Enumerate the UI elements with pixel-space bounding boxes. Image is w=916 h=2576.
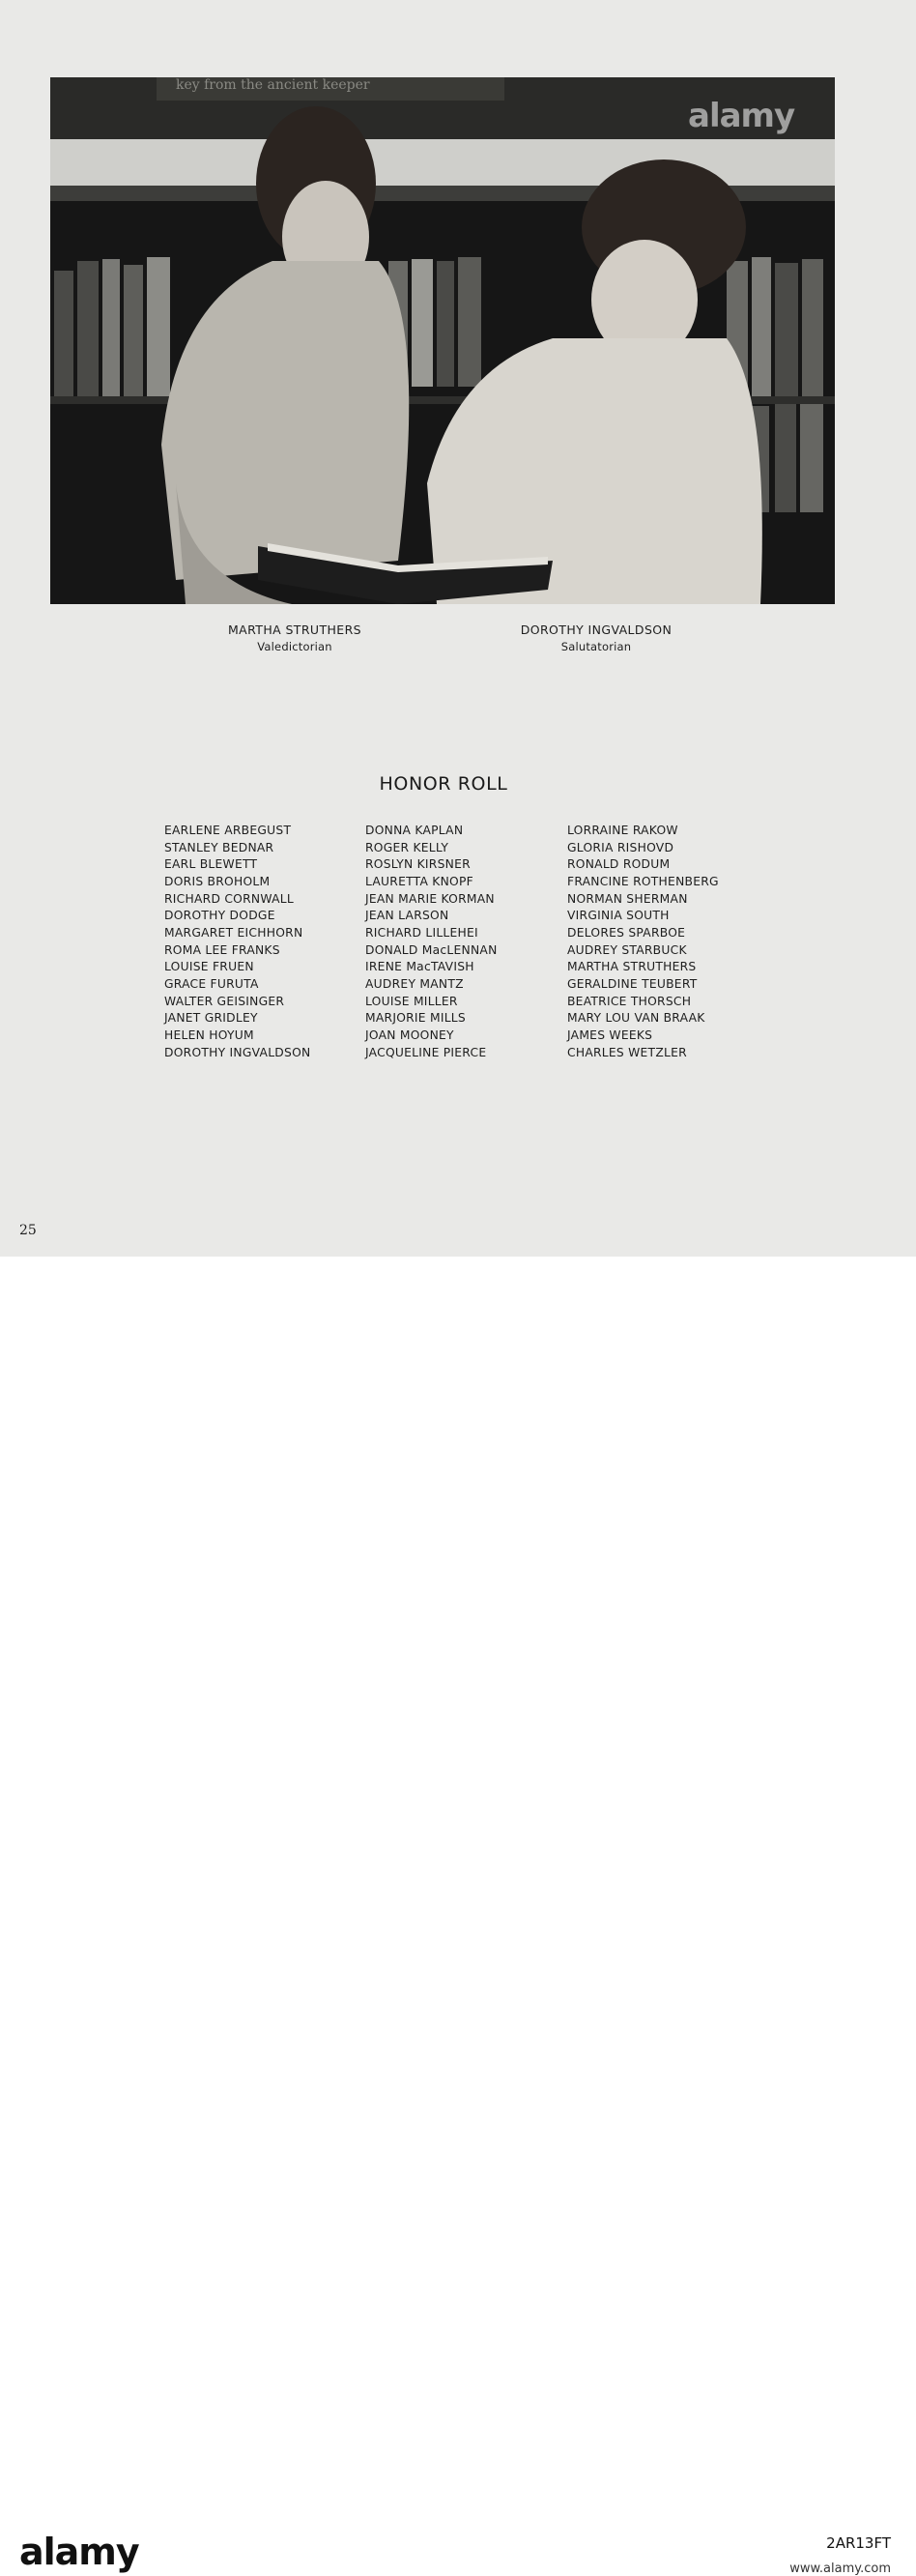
caption-valedictorian: [198, 622, 391, 653]
honor-roll-name: STANLEY BEDNAR: [164, 840, 274, 854]
honor-roll-name: RICHARD CORNWALL: [164, 891, 294, 906]
honor-roll-name: MARJORIE MILLS: [365, 1011, 466, 1026]
honor-roll-name: HELEN HOYUM: [164, 1028, 254, 1042]
honor-roll-name: WALTER GEISINGER: [164, 994, 285, 1008]
honor-roll-name: JEAN MARIE KORMAN: [365, 891, 495, 906]
honor-roll-name: JEAN LARSON: [365, 909, 449, 923]
honor-roll-name: MARY LOU VAN BRAAK: [567, 1011, 705, 1026]
honor-roll-name: MARGARET EICHHORN: [164, 925, 303, 940]
honor-roll-name: ROGER KELLY: [365, 840, 449, 854]
honor-roll-column-3: [567, 823, 719, 1061]
honor-roll-name: BEATRICE THORSCH: [567, 994, 692, 1008]
honor-roll-name: MARTHA STRUTHERS: [567, 960, 697, 974]
honor-roll-name: NORMAN SHERMAN: [567, 891, 688, 906]
honor-roll-name: GLORIA RISHOVD: [567, 840, 674, 854]
honor-roll-name: DONNA KAPLAN: [365, 824, 464, 837]
site-url: www.alamy.com: [789, 2562, 891, 2576]
photo-watermark: alamy: [688, 97, 795, 135]
honor-roll-name: ROMA LEE FRANKS: [164, 942, 280, 957]
photo-illustration: [50, 77, 835, 604]
caption-salutatorian: [498, 622, 695, 653]
caption-title: Valedictorian: [257, 640, 332, 653]
honor-roll-name: DOROTHY DODGE: [164, 909, 275, 923]
honor-roll-name: DOROTHY INGVALDSON: [164, 1045, 311, 1059]
honor-roll-name: CHARLES WETZLER: [567, 1045, 687, 1059]
honor-roll-name: GRACE FURUTA: [164, 976, 259, 991]
caption-name: DOROTHY INGVALDSON: [520, 622, 673, 637]
honor-roll-name: EARLENE ARBEGUST: [164, 824, 292, 837]
honor-roll-name: ROSLYN KIRSNER: [365, 857, 471, 872]
sign-text: key from the ancient keeper: [176, 77, 370, 93]
honor-roll-name: DORIS BROHOLM: [164, 874, 271, 888]
caption-title: Salutatorian: [560, 640, 632, 653]
stock-footer: [0, 1257, 916, 2576]
honor-roll-name: JAMES WEEKS: [567, 1028, 653, 1042]
honor-roll-name: RICHARD LILLEHEI: [365, 925, 478, 940]
honor-roll-column-1: [164, 823, 310, 1061]
honor-roll-name: LOUISE FRUEN: [164, 960, 254, 974]
honor-roll-name: AUDREY STARBUCK: [567, 942, 687, 957]
honor-roll-name: DELORES SPARBOE: [567, 925, 686, 940]
honor-roll-name: IRENE MacTAVISH: [365, 960, 474, 974]
caption-name: MARTHA STRUTHERS: [227, 622, 362, 637]
portrait-photo: [50, 77, 835, 604]
brand-logo: alamy: [19, 2531, 139, 2573]
honor-roll-column-2: [365, 823, 498, 1061]
honor-roll-name: RONALD RODUM: [567, 857, 671, 872]
yearbook-page: [0, 0, 916, 1257]
honor-roll-name: LORRAINE RAKOW: [567, 824, 678, 837]
honor-roll-name: JOAN MOONEY: [365, 1028, 454, 1042]
honor-roll-name: DONALD MacLENNAN: [365, 942, 498, 957]
honor-roll-name: GERALDINE TEUBERT: [567, 976, 698, 991]
honor-roll-name: FRANCINE ROTHENBERG: [567, 874, 719, 888]
page-number: 25: [19, 1223, 37, 1238]
honor-roll-name: VIRGINIA SOUTH: [567, 909, 670, 923]
honor-roll-name: LOUISE MILLER: [365, 994, 458, 1008]
honor-roll-name: JACQUELINE PIERCE: [365, 1045, 487, 1059]
honor-roll-name: EARL BLEWETT: [164, 857, 258, 872]
image-id: 2AR13FT: [826, 2534, 891, 2552]
honor-roll-title: HONOR ROLL: [379, 773, 508, 795]
honor-roll-name: JANET GRIDLEY: [164, 1011, 258, 1026]
honor-roll-name: LAURETTA KNOPF: [365, 874, 473, 888]
honor-roll-name: AUDREY MANTZ: [365, 976, 464, 991]
